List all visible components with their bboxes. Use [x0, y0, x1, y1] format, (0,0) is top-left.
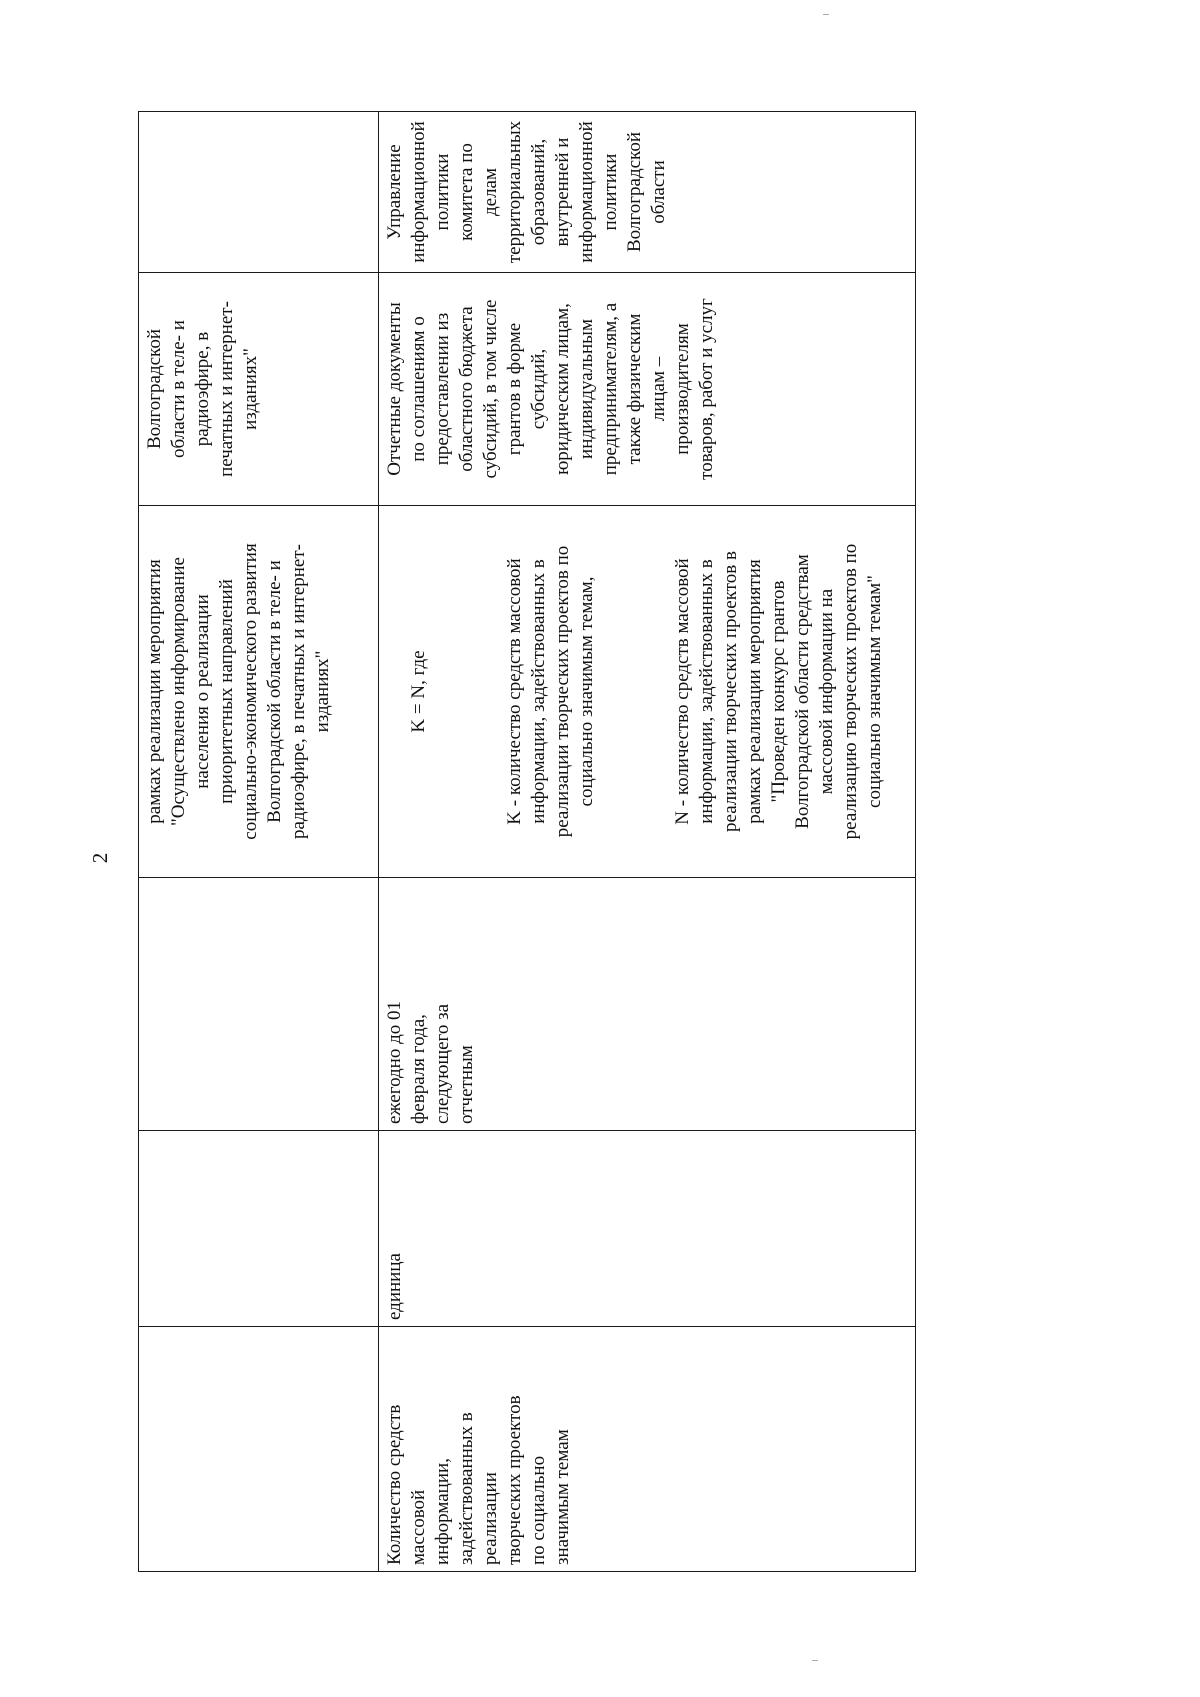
- rotated-table: [138, 112, 885, 1572]
- cell-unit-top: [139, 1131, 379, 1327]
- cell-unit: единица: [379, 1131, 916, 1327]
- spacer: [455, 512, 479, 871]
- cell-responsible: Управление информационной политики комитета по делам территориальных образований, внутренней и информационной политики Волгоградской области: [379, 112, 916, 273]
- cell-data-source: Отчетные документы по соглашениям о предоставлении из областного бюджета субсидий, в том числе грантов в форме субсидий, юридическим лицам, индивидуальным предпринимателям, а также физическим лицам – производителям товаров, работ и услуг: [379, 273, 916, 506]
- scan-speck: [812, 1660, 818, 1661]
- cell-indicator-name: Количество средств массовой информации, задействованных в реализации творческих проектов по социально значимым темам: [379, 1327, 916, 1572]
- cell-responsible-top: [139, 112, 379, 273]
- indicator-table: [138, 111, 916, 1572]
- cell-period-top: [139, 878, 379, 1131]
- table-row-indicator: [379, 112, 916, 1572]
- cell-indicator-name-top: [139, 1327, 379, 1572]
- formula-text: K = N, где: [408, 650, 429, 733]
- formula-n-definition: N - количество средств массовой информации, задействованных в реализации творческих проектов в рамках реализации мероприятия "Проведен конкурс грантов Волгоградской области средствам массовой информации на реализацию творческих проектов по социально значимым темам": [672, 543, 885, 840]
- cell-calculation-method: [379, 506, 916, 878]
- spacer: [623, 512, 647, 871]
- page-number: 2: [88, 852, 112, 864]
- rotated-table-container: [138, 112, 885, 1572]
- scan-speck: [823, 14, 829, 15]
- cell-source-top: Волгоградской области в теле- и радиоэфире, в печатных и интернет- изданиях": [139, 273, 379, 506]
- formula-k-definition: K - количество средств массовой информации, задействованных в реализации творческих проектов по социально значимым темам,: [504, 545, 597, 838]
- table-row-continuation: [139, 112, 379, 1572]
- cell-period: ежегодно до 01 февраля года, следующего за отчетным: [379, 878, 916, 1131]
- cell-method-top: рамках реализации мероприятия "Осуществлено информирование населения о реализации приоритетных направлений социально-экономического развития Волгоградской области в теле- и радиоэфире, в печатных и интернет- изданиях": [139, 506, 379, 878]
